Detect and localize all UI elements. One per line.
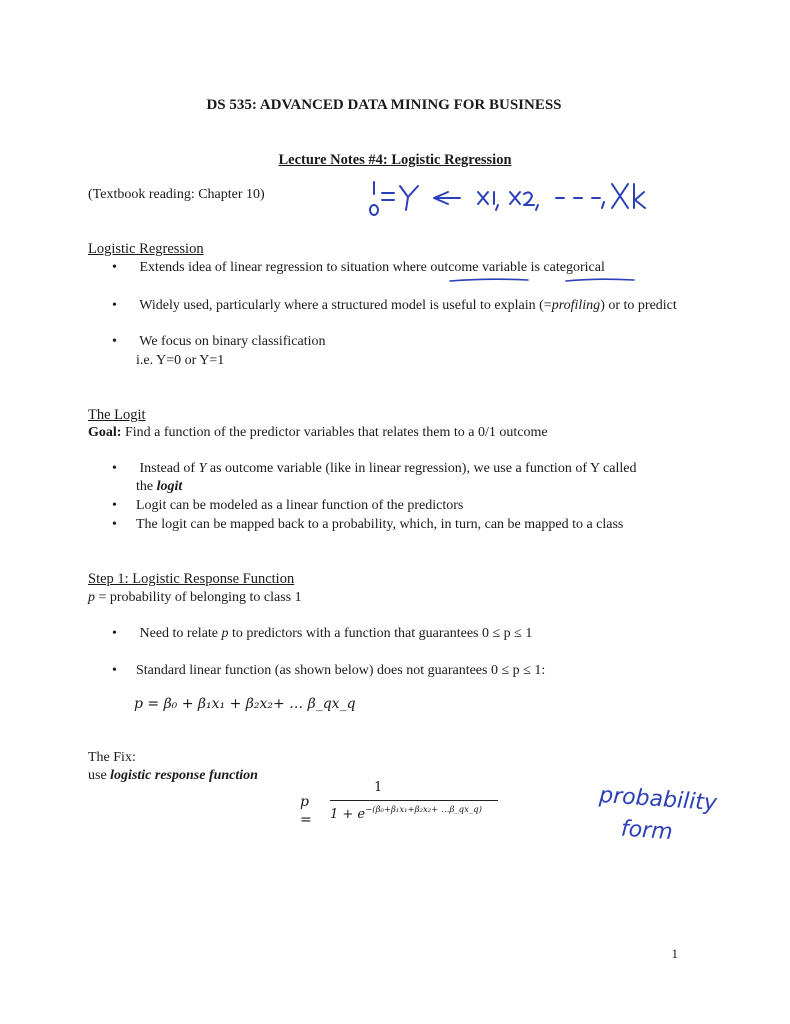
bullet-text: Widely used, particularly where a structured model is useful to explain (= xyxy=(139,298,552,313)
categorical-word: categorical xyxy=(543,260,605,275)
handwritten-annotation xyxy=(360,167,650,218)
p-symbol: p xyxy=(88,590,95,605)
y-variable: Y xyxy=(198,461,207,476)
fraction-numerator: 1 xyxy=(374,780,383,795)
page-number: 1 xyxy=(671,946,678,961)
section-heading-logistic-regression: Logistic Regression xyxy=(88,241,204,257)
section-heading-the-fix: The Fix: xyxy=(88,750,136,765)
logit-definition-line xyxy=(136,478,182,496)
use-logistic-line xyxy=(88,767,258,785)
bullet-text: Instead of xyxy=(139,461,199,476)
textbook-reading: (Textbook reading: Chapter 10) xyxy=(88,187,265,202)
svg-text:1/0 = Y ← x1, x2, …, Xk: 1/0 = Y ← x1, x2, …, Xk xyxy=(360,167,503,182)
denominator-exponent: −(β₀+β₁x₁+β₂x₂+ …β_qx_q) xyxy=(365,805,482,815)
linear-equation: p = β₀ + β₁x₁ + β₂x₂+ … β_qx_q xyxy=(134,696,356,712)
goal-label: Goal: xyxy=(88,425,122,440)
bullet-binary-classification xyxy=(112,333,746,351)
goal-statement xyxy=(88,424,548,442)
logit-term: logit xyxy=(156,479,183,494)
definition-text: = probability of belonging to class 1 xyxy=(95,590,302,605)
logistic-response-term: logistic response function xyxy=(110,768,258,783)
bullet-standard-linear: • Standard linear function (as shown below) does not guarantees 0 ≤ p ≤ 1: xyxy=(112,662,746,680)
outcome-variable-phrase: outcome variable xyxy=(430,260,528,275)
side-note-line: form xyxy=(620,816,674,845)
bullet-text: Extends idea of linear regression to situation where xyxy=(139,260,431,275)
bullet-logit-mapped: • The logit can be mapped back to a probability, which, in turn, can be mapped to a class xyxy=(112,516,746,534)
binary-values-line: i.e. Y=0 or Y=1 xyxy=(136,353,225,368)
bullet-widely-used xyxy=(112,297,746,315)
section-heading-the-logit: The Logit xyxy=(88,407,146,423)
handwritten-side-note xyxy=(596,782,718,849)
bullet-extends-linear-regression xyxy=(112,259,746,277)
lecture-subtitle: Lecture Notes #4: Logistic Regression xyxy=(278,152,512,168)
p-definition xyxy=(88,589,302,607)
bullet-text: use xyxy=(88,768,111,783)
bullet-instead-of-y xyxy=(112,460,746,478)
bullet-text: as outcome variable (like in linear regression), we use a function of Y called xyxy=(206,461,637,476)
denominator-base: 1 + e xyxy=(330,807,366,822)
bullet-relate-p xyxy=(112,625,746,643)
profiling-term: profiling xyxy=(551,298,601,313)
fraction-bar xyxy=(330,800,498,801)
bullet-text: ) or to predict xyxy=(600,298,677,313)
bullet-text: to predictors with a function that guarantees 0 ≤ p ≤ 1 xyxy=(228,626,533,641)
bullet-text: We focus on binary classification xyxy=(139,334,326,349)
handwritten-underline xyxy=(448,276,648,286)
goal-text: Find a function of the predictor variables that relates them to a 0/1 outcome xyxy=(121,425,548,440)
p-symbol: p xyxy=(221,626,229,641)
fraction-denominator xyxy=(330,805,482,823)
equation-lhs: p = xyxy=(300,794,312,828)
side-note-line: probability xyxy=(598,782,718,817)
section-heading-step-1: Step 1: Logistic Response Function xyxy=(88,571,295,587)
bullet-text: is xyxy=(527,260,544,275)
bullet-text: the xyxy=(136,479,157,494)
bullet-logit-linear: • Logit can be modeled as a linear function of the predictors xyxy=(112,497,746,515)
bullet-text: Need to relate xyxy=(139,626,222,641)
document-title: DS 535: ADVANCED DATA MINING FOR BUSINESS xyxy=(206,97,562,113)
